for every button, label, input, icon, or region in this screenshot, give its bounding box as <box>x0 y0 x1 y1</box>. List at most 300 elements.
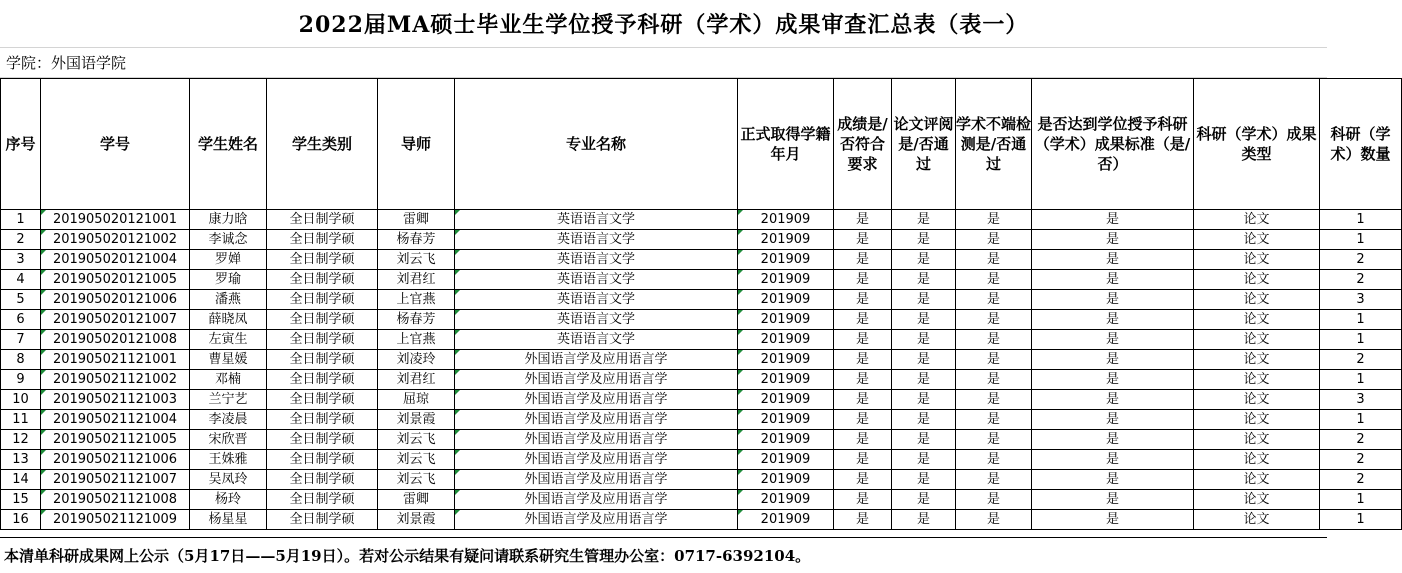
output-count: 1 <box>1356 312 1365 327</box>
student-id-cell[interactable] <box>41 210 190 230</box>
review-ok-cell[interactable] <box>892 390 956 410</box>
enroll-date-cell[interactable] <box>738 270 834 290</box>
standard-ok-cell[interactable] <box>1032 330 1194 350</box>
advisor-cell[interactable] <box>378 350 455 370</box>
output-type-cell[interactable] <box>1194 330 1320 350</box>
table-row <box>1 270 1402 290</box>
header-standard-ok: 是否达到学位授予科研（学术）成果标准（是/否） <box>1032 79 1194 210</box>
major-name-cell[interactable] <box>455 210 738 230</box>
student-name-cell[interactable] <box>190 290 267 310</box>
output-count-cell[interactable] <box>1320 510 1402 530</box>
output-type-cell[interactable] <box>1194 230 1320 250</box>
plagiarism-ok-cell[interactable] <box>956 390 1032 410</box>
cell-flag-icon <box>738 210 743 215</box>
row-number-cell[interactable] <box>1 430 41 450</box>
grade-ok-cell[interactable] <box>834 450 892 470</box>
grade-ok: 是 <box>855 272 869 287</box>
standard-ok-cell[interactable] <box>1032 410 1194 430</box>
student-type-cell[interactable] <box>267 490 378 510</box>
output-count-cell[interactable] <box>1320 430 1402 450</box>
enroll-date-cell[interactable] <box>738 350 834 370</box>
student-name-cell[interactable] <box>190 310 267 330</box>
output-count-cell[interactable] <box>1320 210 1402 230</box>
student-type-cell[interactable] <box>267 210 378 230</box>
student-type-cell[interactable] <box>267 330 378 350</box>
student-type: 全日制学硕 <box>289 432 355 447</box>
row-number: 15 <box>12 492 29 507</box>
output-type-cell[interactable] <box>1194 350 1320 370</box>
student-type: 全日制学硕 <box>289 312 355 327</box>
plagiarism-ok-cell[interactable] <box>956 290 1032 310</box>
row-number: 9 <box>16 372 25 387</box>
plagiarism-ok-cell[interactable] <box>956 450 1032 470</box>
cell-flag-icon <box>455 390 460 395</box>
output-type: 论文 <box>1243 432 1270 447</box>
output-type-cell[interactable] <box>1194 450 1320 470</box>
enroll-date-cell[interactable] <box>738 450 834 470</box>
major-name-cell[interactable] <box>455 510 738 530</box>
output-count-cell[interactable] <box>1320 230 1402 250</box>
student-name-cell[interactable] <box>190 330 267 350</box>
student-name-cell[interactable] <box>190 470 267 490</box>
row-number-cell[interactable] <box>1 510 41 530</box>
advisor: 上官燕 <box>396 332 436 347</box>
output-count-cell[interactable] <box>1320 290 1402 310</box>
output-count-cell[interactable] <box>1320 350 1402 370</box>
major-name-cell[interactable] <box>455 230 738 250</box>
advisor-cell[interactable] <box>378 330 455 350</box>
grade-ok-cell[interactable] <box>834 490 892 510</box>
summary-table <box>0 78 1402 530</box>
review-ok: 是 <box>916 392 930 407</box>
major-name-cell[interactable] <box>455 390 738 410</box>
student-name-cell[interactable] <box>190 250 267 270</box>
table-row <box>1 350 1402 370</box>
major-name: 英语语言文学 <box>556 212 635 227</box>
standard-ok: 是 <box>1105 392 1119 407</box>
output-type: 论文 <box>1243 232 1270 247</box>
plagiarism-ok: 是 <box>986 452 1000 467</box>
enroll-date-cell[interactable] <box>738 410 834 430</box>
grade-ok: 是 <box>855 412 869 427</box>
output-count: 3 <box>1356 292 1365 307</box>
cell-flag-icon <box>41 410 46 415</box>
student-name-cell[interactable] <box>190 270 267 290</box>
output-type-cell[interactable] <box>1194 270 1320 290</box>
review-ok-cell[interactable] <box>892 470 956 490</box>
standard-ok: 是 <box>1105 292 1119 307</box>
output-type-cell[interactable] <box>1194 510 1320 530</box>
output-type-cell[interactable] <box>1194 310 1320 330</box>
student-type-cell[interactable] <box>267 370 378 390</box>
header-student-id: 学号 <box>41 79 190 210</box>
output-type-cell[interactable] <box>1194 390 1320 410</box>
enroll-date-cell[interactable] <box>738 490 834 510</box>
table-body <box>1 210 1402 530</box>
grade-ok-cell[interactable] <box>834 310 892 330</box>
advisor: 刘景霞 <box>396 512 436 527</box>
student-id-cell[interactable] <box>41 450 190 470</box>
review-ok-cell[interactable] <box>892 490 956 510</box>
student-type-cell[interactable] <box>267 410 378 430</box>
plagiarism-ok: 是 <box>986 232 1000 247</box>
student-type: 全日制学硕 <box>289 272 355 287</box>
student-id-cell[interactable] <box>41 510 190 530</box>
student-id-cell[interactable] <box>41 470 190 490</box>
output-count-cell[interactable] <box>1320 250 1402 270</box>
row-number-cell[interactable] <box>1 310 41 330</box>
advisor-cell[interactable] <box>378 290 455 310</box>
student-name: 王姝雅 <box>208 452 248 467</box>
student-name: 杨星星 <box>208 512 248 527</box>
output-type-cell[interactable] <box>1194 410 1320 430</box>
output-count-cell[interactable] <box>1320 330 1402 350</box>
plagiarism-ok-cell[interactable] <box>956 350 1032 370</box>
major-name-cell[interactable] <box>455 290 738 310</box>
student-id-cell[interactable] <box>41 370 190 390</box>
review-ok-cell[interactable] <box>892 330 956 350</box>
major-name-cell[interactable] <box>455 310 738 330</box>
enroll-date-cell[interactable] <box>738 330 834 350</box>
student-type: 全日制学硕 <box>289 492 355 507</box>
major-name-cell[interactable] <box>455 330 738 350</box>
student-type-cell[interactable] <box>267 270 378 290</box>
grade-ok-cell[interactable] <box>834 290 892 310</box>
plagiarism-ok-cell[interactable] <box>956 230 1032 250</box>
output-count-cell[interactable] <box>1320 490 1402 510</box>
enroll-date-cell[interactable] <box>738 370 834 390</box>
student-id-cell[interactable] <box>41 290 190 310</box>
output-count: 2 <box>1356 472 1365 487</box>
header-output-count: 科研（学术）数量 <box>1320 79 1402 210</box>
header-enroll-date: 正式取得学籍年月 <box>738 79 834 210</box>
grade-ok-cell[interactable] <box>834 470 892 490</box>
cell-flag-icon <box>41 330 46 335</box>
cell-flag-icon <box>41 390 46 395</box>
plagiarism-ok-cell[interactable] <box>956 510 1032 530</box>
plagiarism-ok-cell[interactable] <box>956 490 1032 510</box>
output-type: 论文 <box>1243 292 1270 307</box>
grade-ok-cell[interactable] <box>834 250 892 270</box>
table-row <box>1 330 1402 350</box>
major-name-cell[interactable] <box>455 450 738 470</box>
plagiarism-ok-cell[interactable] <box>956 470 1032 490</box>
major-name-cell[interactable] <box>455 270 738 290</box>
enroll-date-cell[interactable] <box>738 430 834 450</box>
enroll-date-cell[interactable] <box>738 390 834 410</box>
standard-ok-cell[interactable] <box>1032 450 1194 470</box>
advisor-cell[interactable] <box>378 270 455 290</box>
cell-flag-icon <box>41 230 46 235</box>
major-name-cell[interactable] <box>455 490 738 510</box>
cell-flag-icon <box>738 430 743 435</box>
student-name-cell[interactable] <box>190 210 267 230</box>
header-plagiarism-ok: 学术不端检测是/否通过 <box>956 79 1032 210</box>
output-type-cell[interactable] <box>1194 210 1320 230</box>
standard-ok-cell[interactable] <box>1032 350 1194 370</box>
enroll-date: 201909 <box>760 212 811 227</box>
advisor-cell[interactable] <box>378 230 455 250</box>
output-count-cell[interactable] <box>1320 390 1402 410</box>
student-type-cell[interactable] <box>267 230 378 250</box>
student-id-cell[interactable] <box>41 410 190 430</box>
row-number: 13 <box>12 452 29 467</box>
advisor-cell[interactable] <box>378 210 455 230</box>
output-count-cell[interactable] <box>1320 410 1402 430</box>
student-type-cell[interactable] <box>267 390 378 410</box>
row-number-cell[interactable] <box>1 370 41 390</box>
major-name: 外国语言学及应用语言学 <box>524 452 668 467</box>
plagiarism-ok-cell[interactable] <box>956 430 1032 450</box>
grade-ok-cell[interactable] <box>834 510 892 530</box>
row-number-cell[interactable] <box>1 410 41 430</box>
major-name-cell[interactable] <box>455 470 738 490</box>
output-type-cell[interactable] <box>1194 470 1320 490</box>
output-type-cell[interactable] <box>1194 490 1320 510</box>
student-name: 宋欣晋 <box>208 432 248 447</box>
output-count-cell[interactable] <box>1320 270 1402 290</box>
student-id-cell[interactable] <box>41 310 190 330</box>
student-type: 全日制学硕 <box>289 472 355 487</box>
enroll-date-cell[interactable] <box>738 470 834 490</box>
major-name: 英语语言文学 <box>556 252 635 267</box>
cell-flag-icon <box>455 230 460 235</box>
major-name-cell[interactable] <box>455 410 738 430</box>
advisor-cell[interactable] <box>378 430 455 450</box>
output-type-cell[interactable] <box>1194 430 1320 450</box>
major-name-cell[interactable] <box>455 250 738 270</box>
advisor-cell[interactable] <box>378 450 455 470</box>
student-type: 全日制学硕 <box>289 252 355 267</box>
student-type-cell[interactable] <box>267 290 378 310</box>
student-name-cell[interactable] <box>190 410 267 430</box>
row-number-cell[interactable] <box>1 470 41 490</box>
enroll-date-cell[interactable] <box>738 310 834 330</box>
standard-ok-cell[interactable] <box>1032 510 1194 530</box>
student-type-cell[interactable] <box>267 450 378 470</box>
standard-ok: 是 <box>1105 432 1119 447</box>
student-type: 全日制学硕 <box>289 292 355 307</box>
review-ok-cell[interactable] <box>892 270 956 290</box>
standard-ok-cell[interactable] <box>1032 490 1194 510</box>
table-row <box>1 470 1402 490</box>
advisor-cell[interactable] <box>378 510 455 530</box>
review-ok-cell[interactable] <box>892 430 956 450</box>
student-name-cell[interactable] <box>190 370 267 390</box>
enroll-date-cell[interactable] <box>738 510 834 530</box>
student-name-cell[interactable] <box>190 510 267 530</box>
grade-ok-cell[interactable] <box>834 390 892 410</box>
output-count: 2 <box>1356 272 1365 287</box>
student-id-cell[interactable] <box>41 350 190 370</box>
cell-flag-icon <box>738 330 743 335</box>
row-number-cell[interactable] <box>1 270 41 290</box>
major-name-cell[interactable] <box>455 350 738 370</box>
student-id-cell[interactable] <box>41 430 190 450</box>
advisor-cell[interactable] <box>378 470 455 490</box>
row-number-cell[interactable] <box>1 250 41 270</box>
output-type-cell[interactable] <box>1194 290 1320 310</box>
grade-ok-cell[interactable] <box>834 370 892 390</box>
row-number-cell[interactable] <box>1 230 41 250</box>
plagiarism-ok: 是 <box>986 212 1000 227</box>
student-id: 201905021121004 <box>52 412 178 427</box>
output-type: 论文 <box>1243 252 1270 267</box>
plagiarism-ok: 是 <box>986 312 1000 327</box>
row-number-cell[interactable] <box>1 350 41 370</box>
review-ok-cell[interactable] <box>892 230 956 250</box>
row-number-cell[interactable] <box>1 450 41 470</box>
student-name-cell[interactable] <box>190 230 267 250</box>
plagiarism-ok-cell[interactable] <box>956 370 1032 390</box>
review-ok-cell[interactable] <box>892 410 956 430</box>
grade-ok-cell[interactable] <box>834 430 892 450</box>
student-type-cell[interactable] <box>267 430 378 450</box>
review-ok-cell[interactable] <box>892 510 956 530</box>
standard-ok: 是 <box>1105 452 1119 467</box>
enroll-date: 201909 <box>760 312 811 327</box>
student-name-cell[interactable] <box>190 490 267 510</box>
review-ok-cell[interactable] <box>892 290 956 310</box>
table-row <box>1 410 1402 430</box>
output-count-cell[interactable] <box>1320 370 1402 390</box>
enroll-date-cell[interactable] <box>738 290 834 310</box>
cell-flag-icon <box>738 310 743 315</box>
student-id-cell[interactable] <box>41 490 190 510</box>
grade-ok-cell[interactable] <box>834 330 892 350</box>
student-type-cell[interactable] <box>267 510 378 530</box>
grade-ok-cell[interactable] <box>834 230 892 250</box>
standard-ok-cell[interactable] <box>1032 290 1194 310</box>
plagiarism-ok-cell[interactable] <box>956 410 1032 430</box>
standard-ok-cell[interactable] <box>1032 230 1194 250</box>
student-type: 全日制学硕 <box>289 332 355 347</box>
grade-ok-cell[interactable] <box>834 350 892 370</box>
student-type: 全日制学硕 <box>289 392 355 407</box>
advisor-cell[interactable] <box>378 410 455 430</box>
grade-ok: 是 <box>855 452 869 467</box>
row-number: 8 <box>16 352 25 367</box>
student-type-cell[interactable] <box>267 310 378 330</box>
grade-ok-cell[interactable] <box>834 410 892 430</box>
output-type: 论文 <box>1243 392 1270 407</box>
enroll-date: 201909 <box>760 352 811 367</box>
student-type-cell[interactable] <box>267 350 378 370</box>
cell-flag-icon <box>455 470 460 475</box>
header-student-type: 学生类别 <box>267 79 378 210</box>
student-name-cell[interactable] <box>190 430 267 450</box>
output-type-cell[interactable] <box>1194 250 1320 270</box>
major-name-cell[interactable] <box>455 370 738 390</box>
output-count-cell[interactable] <box>1320 450 1402 470</box>
plagiarism-ok-cell[interactable] <box>956 250 1032 270</box>
student-type-cell[interactable] <box>267 250 378 270</box>
review-ok-cell[interactable] <box>892 450 956 470</box>
standard-ok-cell[interactable] <box>1032 210 1194 230</box>
student-name-cell[interactable] <box>190 390 267 410</box>
review-ok-cell[interactable] <box>892 210 956 230</box>
plagiarism-ok-cell[interactable] <box>956 330 1032 350</box>
grade-ok-cell[interactable] <box>834 210 892 230</box>
review-ok-cell[interactable] <box>892 350 956 370</box>
review-ok-cell[interactable] <box>892 310 956 330</box>
cell-flag-icon <box>455 510 460 515</box>
row-number-cell[interactable] <box>1 210 41 230</box>
review-ok-cell[interactable] <box>892 370 956 390</box>
plagiarism-ok: 是 <box>986 472 1000 487</box>
grade-ok-cell[interactable] <box>834 270 892 290</box>
standard-ok-cell[interactable] <box>1032 370 1194 390</box>
row-number-cell[interactable] <box>1 390 41 410</box>
standard-ok-cell[interactable] <box>1032 470 1194 490</box>
review-ok-cell[interactable] <box>892 250 956 270</box>
major-name-cell[interactable] <box>455 430 738 450</box>
output-count: 2 <box>1356 452 1365 467</box>
output-count-cell[interactable] <box>1320 310 1402 330</box>
output-type: 论文 <box>1243 472 1270 487</box>
cell-flag-icon <box>41 290 46 295</box>
cell-flag-icon <box>455 370 460 375</box>
cell-flag-icon <box>41 510 46 515</box>
advisor-cell[interactable] <box>378 370 455 390</box>
cell-flag-icon <box>738 250 743 255</box>
advisor: 刘君红 <box>396 372 436 387</box>
standard-ok-cell[interactable] <box>1032 310 1194 330</box>
advisor-cell[interactable] <box>378 390 455 410</box>
standard-ok-cell[interactable] <box>1032 270 1194 290</box>
row-number-cell[interactable] <box>1 330 41 350</box>
row-number-cell[interactable] <box>1 490 41 510</box>
student-id: 201905020121005 <box>52 272 178 287</box>
student-name-cell[interactable] <box>190 350 267 370</box>
student-id: 201905020121008 <box>52 332 178 347</box>
output-count: 2 <box>1356 432 1365 447</box>
output-count-cell[interactable] <box>1320 470 1402 490</box>
table-row <box>1 370 1402 390</box>
advisor-cell[interactable] <box>378 490 455 510</box>
standard-ok-cell[interactable] <box>1032 430 1194 450</box>
row-number-cell[interactable] <box>1 290 41 310</box>
enroll-date-cell[interactable] <box>738 210 834 230</box>
advisor-cell[interactable] <box>378 310 455 330</box>
output-type-cell[interactable] <box>1194 370 1320 390</box>
enroll-date-cell[interactable] <box>738 250 834 270</box>
enroll-date-cell[interactable] <box>738 230 834 250</box>
student-name-cell[interactable] <box>190 450 267 470</box>
standard-ok-cell[interactable] <box>1032 250 1194 270</box>
advisor-cell[interactable] <box>378 250 455 270</box>
plagiarism-ok-cell[interactable] <box>956 310 1032 330</box>
enroll-date: 201909 <box>760 252 811 267</box>
review-ok: 是 <box>916 312 930 327</box>
output-type: 论文 <box>1243 312 1270 327</box>
cell-flag-icon <box>738 350 743 355</box>
student-id-cell[interactable] <box>41 230 190 250</box>
student-id-cell[interactable] <box>41 250 190 270</box>
student-type-cell[interactable] <box>267 470 378 490</box>
student-id: 201905021121007 <box>52 472 178 487</box>
enroll-date: 201909 <box>760 372 811 387</box>
student-id-cell[interactable] <box>41 330 190 350</box>
plagiarism-ok-cell[interactable] <box>956 270 1032 290</box>
cell-flag-icon <box>455 330 460 335</box>
student-id: 201905021121006 <box>52 452 178 467</box>
student-id-cell[interactable] <box>41 390 190 410</box>
plagiarism-ok-cell[interactable] <box>956 210 1032 230</box>
table-row <box>1 390 1402 410</box>
standard-ok-cell[interactable] <box>1032 390 1194 410</box>
student-id-cell[interactable] <box>41 270 190 290</box>
